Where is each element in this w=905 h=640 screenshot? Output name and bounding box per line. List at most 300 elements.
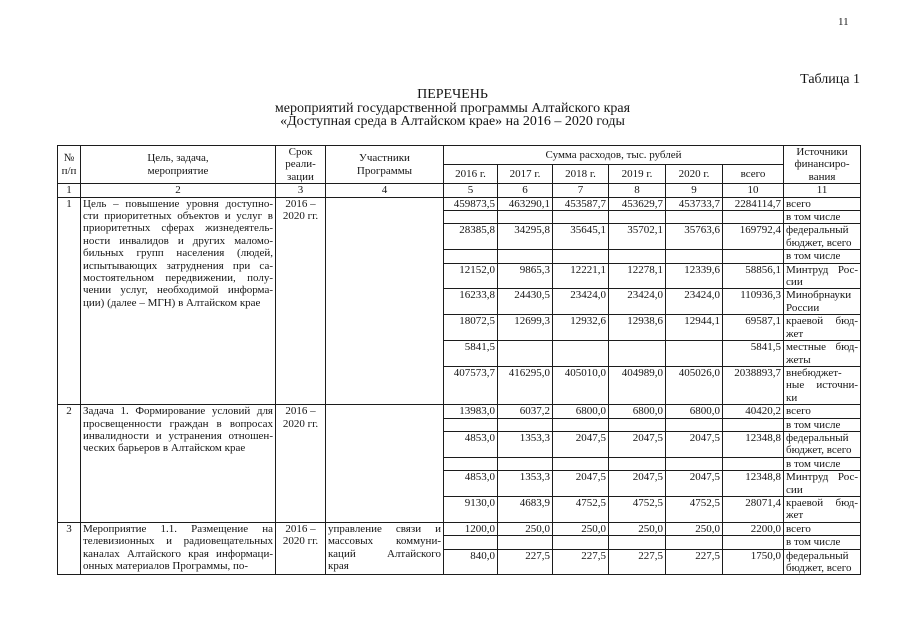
amount-value: 2047,5 [632, 431, 663, 444]
amount-value: 2047,5 [689, 471, 720, 484]
header-participants-line: Участники [359, 152, 410, 165]
funding-source-cell [784, 366, 861, 404]
participants-text-line: каций Алтайского [328, 547, 441, 560]
amount-cell-total [723, 405, 784, 418]
funding-source-line: сии [786, 483, 803, 496]
amount-value: 2047,5 [575, 471, 606, 484]
goal-text-line: чении услуг, необходимой информа- [83, 284, 273, 297]
amount-value: 35645,1 [570, 224, 606, 237]
amount-cell-2019 [609, 250, 666, 263]
amount-value: 2047,5 [689, 431, 720, 444]
amount-cell-2018 [553, 341, 609, 367]
header-row [58, 146, 861, 165]
amount-value: 2047,5 [632, 471, 663, 484]
header-year-2019: 2019 г. [609, 165, 666, 184]
funding-source-cell [784, 211, 861, 224]
amount-value: 9865,3 [519, 263, 550, 276]
goal-text-line: приоритетных сферах жизнедеятель- [83, 222, 273, 235]
amount-value: 227,5 [581, 549, 606, 562]
term-text-line: 2016 – [285, 522, 316, 535]
amount-value: 1353,3 [519, 431, 550, 444]
goal-text-line: телевизионных и радиовещательных [83, 535, 273, 548]
amount-cell-2016 [444, 471, 498, 497]
amount-cell-2018 [553, 224, 609, 250]
amount-value: 5841,5 [750, 341, 782, 354]
amount-cell-2019 [609, 197, 666, 210]
amount-cell-2020 [666, 250, 723, 263]
amount-cell-2020 [666, 315, 723, 341]
header-year-2017: 2017 г. [498, 165, 553, 184]
amount-cell-2019 [609, 315, 666, 341]
amount-cell-2016 [444, 536, 498, 549]
amount-value: 12944,1 [684, 315, 720, 328]
funding-source-cell [784, 250, 861, 263]
funding-source-line: Минтруд Рос- [786, 263, 859, 276]
amount-value: 227,5 [525, 549, 550, 562]
header-term-line: Срок [288, 146, 313, 158]
amount-value: 13983,0 [459, 405, 495, 418]
amount-cell-2020 [666, 211, 723, 224]
amount-cell-2018 [553, 211, 609, 224]
row-number-cell [58, 522, 81, 575]
amount-value: 12339,6 [684, 263, 720, 276]
funding-source-line: жет [786, 327, 804, 340]
amount-value: 407573,7 [453, 366, 495, 379]
goal-text-line: ции) (далее – МГН) в Алтайском крае [83, 296, 261, 309]
amount-cell-total [723, 496, 784, 522]
amount-cell-2018 [553, 366, 609, 404]
term-text-line: 2016 – [285, 197, 316, 210]
amount-cell-2020 [666, 341, 723, 367]
amount-cell-2016 [444, 263, 498, 289]
amount-cell-2019 [609, 457, 666, 470]
amount-cell-2018 [553, 263, 609, 289]
header-sources-line: Источники [796, 146, 848, 158]
amount-cell-2018 [553, 496, 609, 522]
amount-cell-2018 [553, 315, 609, 341]
funding-source-line: краевой бюд- [786, 315, 859, 328]
funding-source-cell [784, 341, 861, 367]
column-number: 9 [666, 184, 723, 197]
table-body [58, 197, 861, 575]
amount-cell-2019 [609, 405, 666, 418]
amount-value: 227,5 [695, 549, 720, 562]
header-sources [784, 146, 861, 184]
goal-text-line: испытывающих затруднения при са- [83, 259, 273, 272]
funding-source-cell [784, 315, 861, 341]
term-cell [276, 405, 326, 523]
column-number: 5 [444, 184, 498, 197]
amount-value: 9130,0 [464, 496, 495, 509]
column-number: 8 [609, 184, 666, 197]
table-header [58, 146, 861, 198]
title-line: «Доступная среда в Алтайском крае» на 2016 – 2020 годы [280, 114, 625, 129]
amount-cell-2016 [444, 496, 498, 522]
amount-cell-2019 [609, 549, 666, 575]
amount-value: 405010,0 [564, 366, 606, 379]
amount-cell-2020 [666, 289, 723, 315]
header-goal-line: Цель, задача, [147, 152, 209, 165]
term-text-line: 2016 – [285, 405, 316, 418]
amount-cell-2017 [498, 536, 553, 549]
amount-value: 35763,6 [684, 224, 720, 237]
amount-value: 12152,0 [459, 263, 495, 276]
amount-value: 5841,5 [464, 341, 495, 354]
amount-value: 4752,5 [689, 496, 720, 509]
goal-text-line: онных материалов Программы, по- [83, 560, 249, 572]
funding-source-cell [784, 405, 861, 418]
amount-value: 4853,0 [464, 471, 495, 484]
column-number: 10 [723, 184, 784, 197]
amount-cell-total [723, 431, 784, 457]
amount-cell-2017 [498, 224, 553, 250]
funding-source-line: ки [786, 391, 798, 404]
amount-cell-2016 [444, 315, 498, 341]
amount-value: 2284114,7 [734, 197, 782, 210]
goal-cell [81, 405, 276, 523]
funding-source-cell [784, 549, 861, 575]
amount-cell-2016 [444, 418, 498, 431]
amount-value: 405026,0 [678, 366, 720, 379]
amount-cell-2020 [666, 457, 723, 470]
amount-cell-2016 [444, 250, 498, 263]
header-num-line: п/п [61, 164, 77, 177]
term-text-line: 2020 гг. [282, 535, 319, 548]
term-text-line: 2020 гг. [282, 210, 319, 223]
amount-cell-total [723, 315, 784, 341]
page-number: 11 [838, 16, 849, 28]
amount-cell-total [723, 366, 784, 404]
header-sources-line: финансиро- [794, 158, 850, 171]
amount-cell-2020 [666, 405, 723, 418]
amount-value: 453629,7 [621, 197, 663, 210]
amount-cell-2018 [553, 289, 609, 315]
header-goal [81, 146, 276, 184]
amount-value: 1750,0 [750, 549, 782, 562]
term-cell [276, 522, 326, 575]
column-number: 1 [58, 184, 81, 197]
amount-value: 250,0 [695, 522, 720, 535]
amount-value: 250,0 [525, 522, 550, 535]
funding-source-cell [784, 224, 861, 250]
amount-cell-total [723, 263, 784, 289]
goal-cell [81, 522, 276, 575]
funding-source-cell [784, 496, 861, 522]
column-number: 3 [276, 184, 326, 197]
row-number-cell [58, 405, 81, 523]
amount-cell-2017 [498, 431, 553, 457]
funding-source-line: внебюджет- [786, 366, 842, 379]
goal-text-line: ности инвалидов и других маломо- [83, 234, 273, 247]
funding-source-line: федеральный [786, 224, 849, 237]
goal-text-line: бильных групп населения (людей, [83, 247, 273, 260]
amount-cell-2018 [553, 431, 609, 457]
amount-value: 28071,4 [745, 496, 782, 509]
column-number: 11 [784, 184, 861, 197]
amount-cell-2019 [609, 536, 666, 549]
amount-value: 2047,5 [575, 431, 606, 444]
amount-cell-2019 [609, 224, 666, 250]
header-year-2018: 2018 г. [553, 165, 609, 184]
funding-source-line: всего [786, 522, 811, 535]
funding-source-line: жеты [786, 353, 811, 366]
header-participants-line: Программы [356, 164, 413, 177]
amount-value: 4752,5 [575, 496, 606, 509]
table-row [58, 405, 861, 418]
amount-cell-2020 [666, 366, 723, 404]
funding-source-cell [784, 536, 861, 549]
amount-value: 1353,3 [519, 471, 550, 484]
funding-source-cell [784, 471, 861, 497]
amount-value: 12932,6 [570, 315, 606, 328]
goal-text-line: ческих барьеров в Алтайском крае [83, 442, 246, 455]
participants-cell [326, 522, 444, 575]
funding-source-line: Минтруд Рос- [786, 471, 859, 484]
amount-value: 12348,8 [745, 431, 782, 444]
amount-value: 40420,2 [745, 405, 782, 418]
funding-source-line: бюджет, всего [786, 444, 852, 457]
amount-cell-2016 [444, 522, 498, 535]
amount-value: 2200,0 [750, 522, 782, 535]
amount-cell-2017 [498, 197, 553, 210]
amount-cell-total [723, 549, 784, 575]
amount-cell-2017 [498, 496, 553, 522]
amount-cell-2018 [553, 549, 609, 575]
term-cell [276, 197, 326, 405]
participants-text-line: управление связи и [328, 522, 441, 535]
goal-text-line: просвещенности граждан в вопросах [83, 417, 273, 430]
amount-cell-2016 [444, 549, 498, 575]
amount-cell-total [723, 522, 784, 535]
amount-value: 28385,8 [459, 224, 495, 237]
header-goal-line: мероприятие [147, 164, 209, 177]
amount-value: 250,0 [581, 522, 606, 535]
funding-source-line: в том числе [786, 250, 841, 263]
amount-cell-2020 [666, 496, 723, 522]
funding-source-line: Минобрнауки [786, 289, 852, 302]
amount-cell-2018 [553, 471, 609, 497]
amount-cell-total [723, 224, 784, 250]
header-year-2020: 2020 г. [666, 165, 723, 184]
amount-value: 4683,9 [519, 496, 550, 509]
funding-source-line: в том числе [786, 536, 841, 549]
amount-value: 6800,0 [632, 405, 663, 418]
amount-cell-2020 [666, 431, 723, 457]
amount-cell-2019 [609, 289, 666, 315]
amount-cell-2020 [666, 471, 723, 497]
amount-cell-total [723, 211, 784, 224]
funding-source-cell [784, 289, 861, 315]
amount-cell-2019 [609, 522, 666, 535]
amount-cell-2018 [553, 405, 609, 418]
amount-cell-total [723, 341, 784, 367]
amount-value: 16233,8 [459, 289, 495, 302]
funding-source-line: в том числе [786, 457, 841, 470]
amount-cell-2019 [609, 263, 666, 289]
amount-cell-2016 [444, 197, 498, 210]
goal-text-line: Задача 1. Формирование условий для [83, 405, 273, 418]
amount-value: 12278,1 [627, 263, 663, 276]
funding-source-line: России [786, 301, 820, 314]
amount-cell-2016 [444, 457, 498, 470]
funding-source-line: бюджет, всего [786, 562, 852, 574]
amount-cell-2019 [609, 418, 666, 431]
amount-cell-2019 [609, 341, 666, 367]
header-expenses: Сумма расходов, тыс. рублей [444, 146, 784, 165]
amount-cell-2018 [553, 522, 609, 535]
amount-value: 453587,7 [564, 197, 606, 210]
funding-source-cell [784, 418, 861, 431]
participants-cell [326, 197, 444, 405]
amount-value: 18072,5 [459, 315, 495, 328]
amount-cell-2018 [553, 536, 609, 549]
amount-cell-2018 [553, 197, 609, 210]
goal-text-line: мостоятельном передвижении, полу- [83, 272, 273, 285]
goal-text-line: Мероприятие 1.1. Размещение на [83, 522, 273, 535]
amount-cell-2016 [444, 341, 498, 367]
funding-source-line: в том числе [786, 211, 841, 224]
amount-cell-2017 [498, 341, 553, 367]
amount-cell-2017 [498, 405, 553, 418]
amount-value: 58856,1 [745, 263, 782, 276]
amount-cell-total [723, 457, 784, 470]
amount-cell-2020 [666, 224, 723, 250]
funding-source-line: ные источни- [786, 379, 859, 392]
amount-cell-2016 [444, 224, 498, 250]
funding-source-line: в том числе [786, 418, 841, 431]
amount-cell-2017 [498, 418, 553, 431]
column-number-row [58, 184, 861, 197]
amount-cell-2016 [444, 289, 498, 315]
amount-cell-2020 [666, 263, 723, 289]
goal-cell [81, 197, 276, 405]
amount-cell-2020 [666, 418, 723, 431]
amount-value: 6800,0 [575, 405, 606, 418]
funding-source-line: всего [786, 197, 811, 210]
amount-cell-2018 [553, 457, 609, 470]
amount-value: 2038893,7 [734, 366, 782, 379]
goal-text-line: сти приоритетных объектов и услуг в [83, 210, 273, 223]
amount-value: 24430,5 [514, 289, 550, 302]
amount-cell-2019 [609, 366, 666, 404]
amount-cell-2019 [609, 471, 666, 497]
amount-value: 453733,7 [678, 197, 720, 210]
header-num [58, 146, 81, 184]
amount-value: 12699,3 [514, 315, 550, 328]
amount-cell-total [723, 471, 784, 497]
amount-value: 23424,0 [684, 289, 720, 302]
funding-source-line: федеральный [786, 431, 849, 444]
funding-source-line: сии [786, 276, 803, 289]
amount-cell-2017 [498, 471, 553, 497]
title-line: мероприятий государственной программы Алтайского края [274, 100, 631, 116]
column-number: 4 [326, 184, 444, 197]
amount-value: 6037,2 [519, 405, 550, 418]
header-num-line: № [63, 152, 75, 165]
header-term-line: реали- [285, 158, 316, 171]
amount-cell-2019 [609, 496, 666, 522]
amount-cell-2020 [666, 536, 723, 549]
amount-value: 23424,0 [627, 289, 663, 302]
amount-cell-2018 [553, 418, 609, 431]
row-number: 3 [66, 522, 72, 535]
amount-cell-2017 [498, 315, 553, 341]
amount-cell-total [723, 536, 784, 549]
amount-value: 416295,0 [508, 366, 550, 379]
title-line: ПЕРЕЧЕНЬ [417, 87, 488, 102]
amount-value: 459873,5 [453, 197, 495, 210]
column-number: 6 [498, 184, 553, 197]
amount-cell-2017 [498, 250, 553, 263]
header-sources-line: вания [808, 170, 836, 183]
amount-cell-2020 [666, 549, 723, 575]
funding-source-cell [784, 197, 861, 210]
amount-value: 1200,0 [464, 522, 495, 535]
funding-source-line: краевой бюд- [786, 496, 859, 509]
funding-source-line: федеральный [786, 549, 849, 562]
participants-text-line: массовых коммуни- [328, 535, 441, 548]
amount-value: 110936,3 [740, 289, 782, 302]
row-number: 2 [66, 405, 72, 418]
amount-value: 227,5 [638, 549, 663, 562]
amount-cell-2019 [609, 211, 666, 224]
amount-cell-2017 [498, 457, 553, 470]
amount-value: 169792,4 [739, 224, 782, 237]
table-label: Таблица 1 [800, 72, 860, 87]
amount-value: 12221,1 [570, 263, 606, 276]
row-number-cell [58, 197, 81, 405]
amount-value: 4752,5 [632, 496, 663, 509]
header-total: всего [723, 165, 784, 184]
funding-source-cell [784, 522, 861, 535]
amount-value: 6800,0 [689, 405, 720, 418]
funding-source-cell [784, 457, 861, 470]
amount-value: 69587,1 [745, 315, 782, 328]
amount-cell-2016 [444, 366, 498, 404]
amount-cell-2016 [444, 431, 498, 457]
participants-text-line: края [328, 560, 349, 572]
amount-value: 34295,8 [514, 224, 550, 237]
funding-source-line: местные бюд- [786, 341, 859, 354]
funding-source-line: всего [786, 405, 811, 418]
header-year-2016: 2016 г. [444, 165, 498, 184]
amount-cell-2018 [553, 250, 609, 263]
amount-value: 463290,1 [508, 197, 550, 210]
funding-source-cell [784, 263, 861, 289]
document-title [0, 88, 905, 129]
table-row [58, 522, 861, 535]
term-text-line: 2020 гг. [282, 417, 319, 430]
row-number: 1 [66, 197, 72, 210]
header-term [276, 146, 326, 184]
funding-source-line: бюджет, всего [786, 236, 852, 249]
participants-cell [326, 405, 444, 523]
amount-value: 250,0 [638, 522, 663, 535]
amount-cell-2017 [498, 211, 553, 224]
funding-source-line: жет [786, 509, 804, 522]
table-row [58, 197, 861, 210]
amount-cell-2017 [498, 289, 553, 315]
amount-cell-2016 [444, 211, 498, 224]
header-participants [326, 146, 444, 184]
amount-cell-2017 [498, 366, 553, 404]
amount-value: 840,0 [470, 549, 495, 562]
amount-value: 35702,1 [627, 224, 663, 237]
column-number: 7 [553, 184, 609, 197]
amount-cell-2020 [666, 197, 723, 210]
goal-text-line: инвалидности и устранения отношен- [83, 429, 273, 442]
amount-value: 404989,0 [621, 366, 663, 379]
